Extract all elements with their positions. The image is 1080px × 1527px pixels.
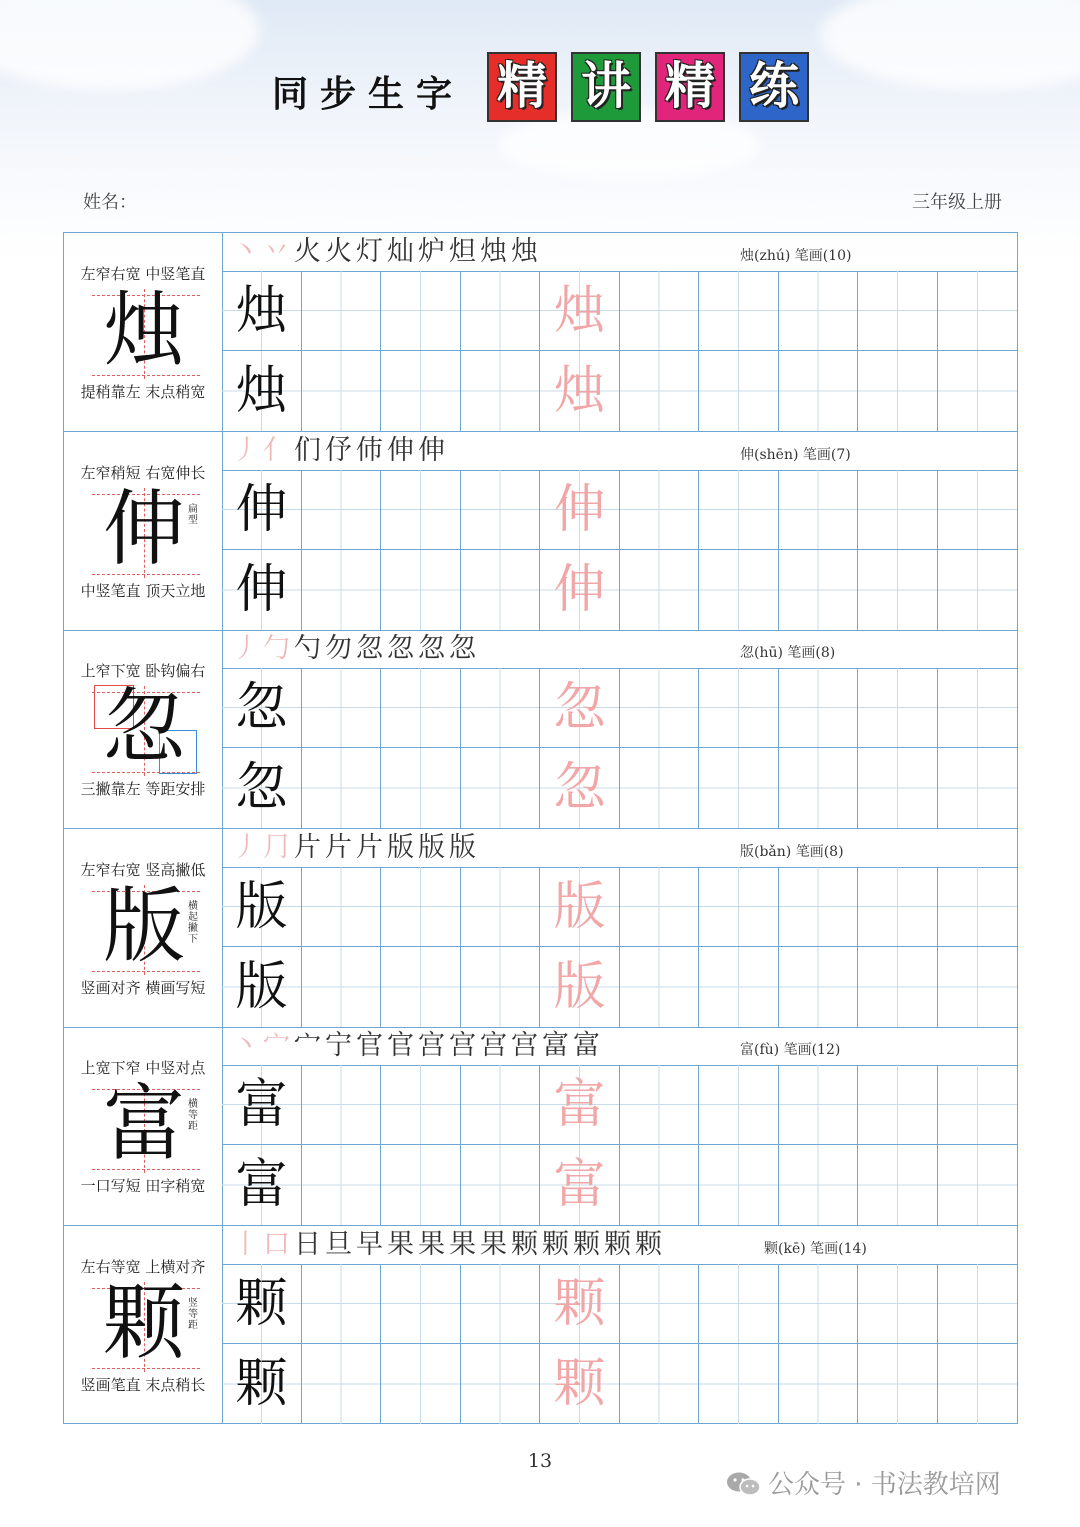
writing-cell[interactable] [222,947,302,1027]
model-character: 烛 [102,283,185,378]
writing-cell[interactable] [540,1145,620,1225]
stroke-step: 伸 [387,434,418,466]
stroke-order-line [222,1027,1017,1066]
stroke-step: 版 [449,831,480,863]
writing-cell[interactable] [461,470,541,550]
stroke-order-line [222,1226,1017,1265]
stroke-step: 果 [480,1228,511,1260]
writing-cell[interactable] [302,550,382,630]
writing-cell[interactable] [620,947,700,1027]
writing-cell[interactable] [779,351,859,431]
writing-cell[interactable] [858,1145,938,1225]
writing-cell[interactable] [302,1264,382,1344]
writing-cell[interactable] [620,867,700,947]
char-row [64,1226,1017,1424]
writing-cell[interactable] [302,1065,382,1145]
trace-character: 富 [553,1075,606,1135]
stroke-step: 片 [294,831,325,863]
stroke-step: 忽 [387,633,418,664]
char-row [64,1027,1017,1226]
model-character: 颗 [235,1353,288,1414]
model-character: 颗 [235,1273,288,1334]
writing-cell[interactable] [222,1344,302,1424]
trace-character: 版 [553,956,606,1017]
stroke-step: 果 [449,1228,480,1260]
writing-cell[interactable] [222,1145,302,1225]
stroke-step: 伃 [325,434,356,466]
model-character: 版 [235,876,288,937]
writing-cell[interactable] [938,867,1018,947]
trace-character: 版 [553,876,606,937]
stroke-step: 颗 [573,1228,604,1260]
watermark [726,1464,1001,1501]
trace-character: 颗 [553,1273,606,1334]
writing-cell[interactable] [858,668,938,748]
character-analysis-panel [64,233,223,431]
stroke-step: 伸 [418,434,449,466]
writing-cell[interactable] [381,1344,461,1424]
character-analysis-panel [64,1226,223,1424]
writing-tip-top: 左窄稍短 右宽伸长 [80,463,206,482]
writing-cell[interactable] [620,1344,700,1424]
stroke-step: 日 [294,1228,325,1260]
wechat-icon [726,1471,762,1497]
stroke-step: 早 [356,1228,387,1260]
writing-cell[interactable] [302,668,382,748]
practice-grid [222,668,1017,828]
writing-cell[interactable] [620,470,700,550]
writing-tip-top: 左窄右宽 竖高撇低 [80,860,206,879]
stroke-step: 口 [263,1228,294,1260]
stroke-step: 们 [294,434,325,466]
stroke-step: 果 [418,1228,449,1260]
writing-cell[interactable] [381,947,461,1027]
structure-note: 竖等距 [188,1297,198,1331]
stroke-step: 宫 [449,1030,480,1061]
writing-tip-bottom: 三撇靠左 等距安排 [80,780,206,798]
model-character: 忽 [235,758,288,818]
character-analysis-panel [64,432,223,630]
writing-cell[interactable] [222,668,302,748]
writing-cell[interactable] [461,668,541,748]
stroke-step: 宀 [294,1030,325,1061]
writing-cell[interactable] [779,550,859,630]
stroke-step: 丷 [263,236,294,267]
model-character: 富 [235,1155,288,1215]
writing-cell[interactable] [699,1065,779,1145]
writing-tip-bottom: 中竖笔直 顶天立地 [80,581,206,600]
writing-cell[interactable] [222,470,302,550]
writing-cell[interactable] [779,867,859,947]
writing-cell[interactable] [699,271,779,351]
structure-note: 横等距 [188,1099,198,1132]
writing-cell[interactable] [222,1264,302,1344]
writing-cell[interactable] [699,550,779,630]
writing-cell[interactable] [938,271,1018,351]
writing-cell[interactable] [699,351,779,431]
writing-cell[interactable] [302,271,382,351]
writing-cell[interactable] [381,1065,461,1145]
stroke-step: 烛 [511,236,542,267]
stroke-order-sequence [232,632,480,666]
writing-cell[interactable] [222,271,302,351]
writing-cell[interactable] [461,748,541,828]
writing-cell[interactable] [540,1065,620,1145]
writing-cell[interactable] [461,271,541,351]
stroke-order-line [222,630,1017,669]
stroke-step: 宫 [511,1030,542,1061]
writing-cell[interactable] [540,470,620,550]
structure-note: 横起撇下 [188,900,198,945]
writing-cell[interactable] [222,351,302,431]
writing-cell[interactable] [779,1065,859,1145]
writing-cell[interactable] [779,1344,859,1424]
stroke-step: 丨 [232,1228,263,1260]
title-box-3: 精 [655,52,725,122]
trace-character: 烛 [553,281,606,341]
stroke-step: 火 [294,236,325,267]
stroke-step: 丿 [232,434,263,466]
stroke-step: 宁 [325,1030,356,1061]
writing-cell[interactable] [699,947,779,1027]
stroke-step: 富 [573,1030,604,1061]
grade-label: 三年级上册 [912,192,1002,213]
stroke-step: 官 [387,1030,418,1061]
practice-grid [222,867,1017,1027]
writing-cell[interactable] [381,351,461,431]
stroke-step: 忽 [418,633,449,664]
writing-cell[interactable] [461,1264,541,1344]
stroke-step: 勺 [294,633,325,664]
writing-cell[interactable] [461,351,541,431]
practice-grid [222,1264,1017,1424]
writing-cell[interactable] [381,748,461,828]
title-box-4: 练 [739,52,809,122]
writing-cell[interactable] [699,867,779,947]
writing-cell[interactable] [699,1344,779,1424]
stroke-step: 片 [356,831,387,863]
stroke-step: 伂 [356,434,387,466]
writing-cell[interactable] [858,550,938,630]
model-character: 版 [235,956,288,1017]
writing-cell[interactable] [302,1344,382,1424]
stroke-step: 版 [387,831,418,863]
writing-cell[interactable] [938,1145,1018,1225]
stroke-step: 颗 [542,1228,573,1260]
writing-cell[interactable] [540,271,620,351]
stroke-step: 旦 [325,1228,356,1260]
writing-cell[interactable] [858,867,938,947]
writing-cell[interactable] [381,470,461,550]
writing-cell[interactable] [302,748,382,828]
stroke-order-sequence [232,1228,666,1262]
model-character: 版 [102,878,185,974]
writing-cell[interactable] [938,1344,1018,1424]
char-row [64,233,1017,432]
stroke-step: 灯 [356,236,387,267]
model-character: 忽 [102,680,185,775]
writing-cell[interactable] [699,1264,779,1344]
writing-cell[interactable] [461,947,541,1027]
writing-tip-top: 左右等宽 上横对齐 [80,1257,206,1276]
writing-cell[interactable] [858,351,938,431]
writing-cell[interactable] [302,470,382,550]
stroke-order-line [222,829,1017,868]
model-character: 颗 [102,1275,185,1371]
stroke-step: 宫 [418,1030,449,1061]
watermark-text: 公众号 · 书法教培网 [768,1470,1001,1500]
trace-character: 烛 [553,361,606,421]
practice-sheet [63,232,1018,1424]
writing-cell[interactable] [540,550,620,630]
writing-cell[interactable] [540,867,620,947]
trace-character: 富 [553,1155,606,1215]
writing-cell[interactable] [699,470,779,550]
stroke-order-sequence [232,831,480,865]
writing-cell[interactable] [858,1264,938,1344]
pinyin-stroke-count: 伸(shēn) 笔画(7) [740,446,851,463]
page-title: 同步生字 [272,74,465,115]
writing-cell[interactable] [302,351,382,431]
writing-cell[interactable] [858,1344,938,1424]
trace-character: 颗 [553,1353,606,1414]
stroke-order-sequence [232,434,449,468]
writing-cell[interactable] [779,470,859,550]
writing-cell[interactable] [858,470,938,550]
writing-cell[interactable] [381,550,461,630]
practice-grid [222,271,1017,431]
writing-cell[interactable] [620,668,700,748]
model-character: 伸 [235,479,288,540]
stroke-step: 版 [418,831,449,863]
pinyin-stroke-count: 颗(kē) 笔画(14) [764,1240,867,1257]
writing-cell[interactable] [461,867,541,947]
practice-grid [222,470,1017,630]
stroke-step: 颗 [604,1228,635,1260]
writing-cell[interactable] [938,550,1018,630]
stroke-step: 宫 [480,1030,511,1061]
writing-cell[interactable] [620,271,700,351]
writing-cell[interactable] [222,748,302,828]
writing-cell[interactable] [858,271,938,351]
stroke-step: 颗 [635,1228,666,1260]
stroke-step: 炟 [449,236,480,267]
writing-cell[interactable] [222,867,302,947]
writing-cell[interactable] [620,1264,700,1344]
writing-cell[interactable] [858,748,938,828]
writing-cell[interactable] [779,947,859,1027]
writing-cell[interactable] [938,470,1018,550]
writing-cell[interactable] [302,947,382,1027]
writing-cell[interactable] [222,550,302,630]
writing-cell[interactable] [938,1065,1018,1145]
writing-cell[interactable] [938,1264,1018,1344]
trace-character: 伸 [553,559,606,620]
writing-cell[interactable] [302,867,382,947]
model-character: 烛 [235,281,288,341]
writing-tip-bottom: 提稍靠左 末点稍宽 [80,383,206,401]
model-character: 富 [235,1075,288,1135]
writing-cell[interactable] [540,1264,620,1344]
model-character: 富 [102,1077,185,1172]
char-row [64,432,1017,631]
pinyin-stroke-count: 版(bǎn) 笔画(8) [740,843,844,860]
writing-tip-top: 上窄下宽 卧钩偏右 [80,662,206,680]
writing-cell[interactable] [461,550,541,630]
writing-cell[interactable] [620,1065,700,1145]
writing-cell[interactable] [858,1065,938,1145]
char-row [64,630,1017,829]
writing-cell[interactable] [938,947,1018,1027]
stroke-step: 忽 [449,633,480,664]
stroke-step: 烛 [480,236,511,267]
trace-character: 忽 [553,758,606,818]
writing-cell[interactable] [222,1065,302,1145]
stroke-step: 富 [542,1030,573,1061]
model-character: 伸 [235,559,288,620]
stroke-step: 忽 [356,633,387,664]
writing-tip-top: 左窄右宽 中竖笔直 [80,265,206,283]
page-number: 13 [527,1450,553,1472]
writing-cell[interactable] [540,748,620,828]
writing-cell[interactable] [779,748,859,828]
pinyin-stroke-count: 烛(zhú) 笔画(10) [740,248,852,264]
writing-cell[interactable] [461,1145,541,1225]
writing-tip-bottom: 竖画笔直 末点稍长 [80,1375,206,1394]
writing-cell[interactable] [381,1145,461,1225]
writing-cell[interactable] [699,748,779,828]
writing-tip-bottom: 竖画对齐 横画写短 [80,978,206,997]
writing-cell[interactable] [620,1145,700,1225]
writing-cell[interactable] [938,351,1018,431]
writing-cell[interactable] [381,867,461,947]
writing-cell[interactable] [620,748,700,828]
stroke-step: 丿 [232,831,263,863]
page-header [0,0,1080,150]
writing-cell[interactable] [540,351,620,431]
writing-cell[interactable] [540,947,620,1027]
writing-cell[interactable] [461,1344,541,1424]
stroke-step: 灿 [387,236,418,267]
stroke-step: 炉 [418,236,449,267]
writing-cell[interactable] [620,351,700,431]
stroke-step: 丿 [232,633,263,664]
stroke-step: 勹 [263,633,294,664]
writing-cell[interactable] [540,668,620,748]
writing-cell[interactable] [620,550,700,630]
stroke-step: ⺆ [263,831,294,863]
stroke-step: 片 [325,831,356,863]
char-row [64,829,1017,1028]
practice-grid [222,1065,1017,1225]
writing-tip-bottom: 一口写短 田字稍宽 [80,1177,206,1195]
writing-cell[interactable] [302,1145,382,1225]
stroke-order-line [222,432,1017,471]
writing-cell[interactable] [699,668,779,748]
writing-cell[interactable] [699,1145,779,1225]
pinyin-stroke-count: 富(fù) 笔画(12) [740,1042,841,1058]
writing-cell[interactable] [381,668,461,748]
stroke-order-line [222,233,1017,272]
title-box-1: 精 [487,52,557,122]
writing-cell[interactable] [938,668,1018,748]
stroke-step: 果 [387,1228,418,1260]
writing-cell[interactable] [540,1344,620,1424]
stroke-order-sequence [232,235,542,269]
writing-cell[interactable] [938,748,1018,828]
structure-note: 扁型 [188,503,198,526]
stroke-step: 勿 [325,633,356,664]
stroke-step: 丶 [232,1030,263,1061]
character-analysis-panel [64,829,223,1027]
writing-cell[interactable] [779,1145,859,1225]
trace-character: 忽 [553,678,606,738]
model-character: 烛 [235,361,288,421]
stroke-step: 亻 [263,434,294,466]
stroke-step: 火 [325,236,356,267]
writing-tip-top: 上宽下窄 中竖对点 [80,1059,206,1077]
model-character: 忽 [235,678,288,738]
writing-cell[interactable] [858,947,938,1027]
writing-cell[interactable] [381,271,461,351]
stroke-step: 颗 [511,1228,542,1260]
title-box-2: 讲 [571,52,641,122]
pinyin-stroke-count: 忽(hū) 笔画(8) [740,645,836,661]
trace-character: 伸 [553,479,606,540]
character-analysis-panel [64,1027,223,1225]
writing-cell[interactable] [779,668,859,748]
name-label: 姓名： [83,192,137,213]
writing-cell[interactable] [461,1065,541,1145]
stroke-step: 官 [356,1030,387,1061]
writing-cell[interactable] [779,271,859,351]
stroke-step: 丶 [232,236,263,267]
stroke-order-sequence [232,1029,604,1063]
stroke-step: 宀 [263,1030,294,1061]
character-analysis-panel [64,630,223,828]
writing-cell[interactable] [381,1264,461,1344]
model-character: 伸 [102,481,185,577]
writing-cell[interactable] [779,1264,859,1344]
